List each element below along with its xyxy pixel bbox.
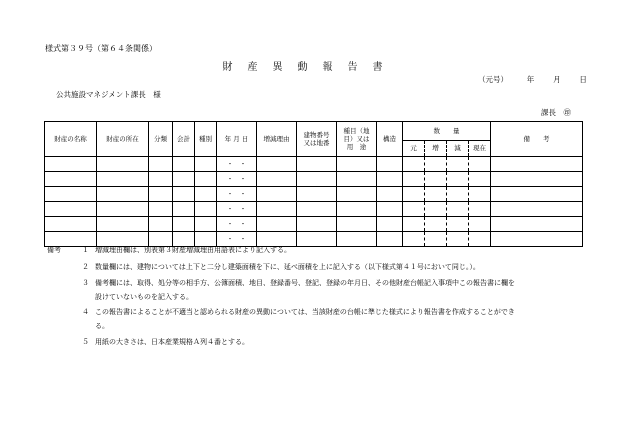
header-category-line1: 種目（地 [343,126,370,135]
table-row [45,217,583,232]
date-cell: ・ ・ [217,232,257,247]
header-building-number [297,122,337,157]
note-3: ３ 備考欄には、取得、処分等の相手方、公簿面積、地目、登録番号、登記、登録の年月日、その他財産台帳記入事項中この報告書に欄を [82,279,515,287]
header-property-name: 財産の名称 [45,122,97,157]
header-quantity-original: 元 [403,141,425,157]
property-change-table [44,121,583,247]
document-title: 財産異動報告書 [222,62,398,73]
table-row [45,187,583,202]
date-year: 年 [526,75,535,84]
addressee: 公共施設マネジメント課長 様 [56,90,161,99]
date-cell: ・ ・ [217,157,257,172]
table-row [45,172,583,187]
form-number: 様式第３９号（第６４条関係） [45,44,157,53]
header-reason: 増減理由 [257,122,297,157]
header-building-number-line1: 建物番号 [303,130,330,139]
note-5: ５ 用紙の大きさは、日本産業規格Ａ列４番とする。 [82,338,249,346]
header-quantity-decrease: 減 [447,141,469,157]
date-day: 日 [579,75,587,84]
header-type: 種別 [195,122,217,157]
date-cell: ・ ・ [217,217,257,232]
date-month: 月 [553,75,561,84]
header-building-number-line2: 又は地番 [303,139,330,147]
header-category-line2: 目）又は [343,134,370,143]
date-cell: ・ ・ [217,202,257,217]
header-quantity-current: 現在 [469,141,491,157]
header-category-line3: 用 途 [346,143,367,152]
table-row [45,202,583,217]
date-cell: ・ ・ [217,187,257,202]
date-cell: ・ ・ [217,172,257,187]
header-date: 年 月 日 [217,122,257,157]
seal-label: 課長 ㊞ [541,108,571,117]
note-3-continued: 設けていないものを記入する。 [95,293,193,301]
note-1: 備考 １ 増減理由欄は、別表第３財産増減理由用語表により記入する。 [47,246,291,254]
date-line [478,74,587,85]
note-4: ４ この報告書によることが不適当と認められる財産の異動については、当該財産の台帳に準じた様式により報告書を作成することができ [82,308,515,316]
header-quantity: 数 量 [403,122,491,141]
header-quantity-increase: 増 [425,141,447,157]
header-remarks: 備 考 [491,122,583,157]
notes-label: 備考 [47,246,61,254]
note-2: ２ 数量欄には、建物については上下と二分し建築面積を下に、延べ面積を上に記入する（以下様式第４１号において同じ。）。 [82,263,480,271]
header-row-1 [45,122,583,141]
date-era: （元号） [478,75,508,84]
header-accounting: 会計 [173,122,195,157]
table-row [45,157,583,172]
header-location: 財産の所在 [97,122,149,157]
note-4-continued: る。 [95,322,109,330]
header-category [337,122,377,157]
header-structure: 構造 [377,122,403,157]
header-classification: 分類 [149,122,173,157]
